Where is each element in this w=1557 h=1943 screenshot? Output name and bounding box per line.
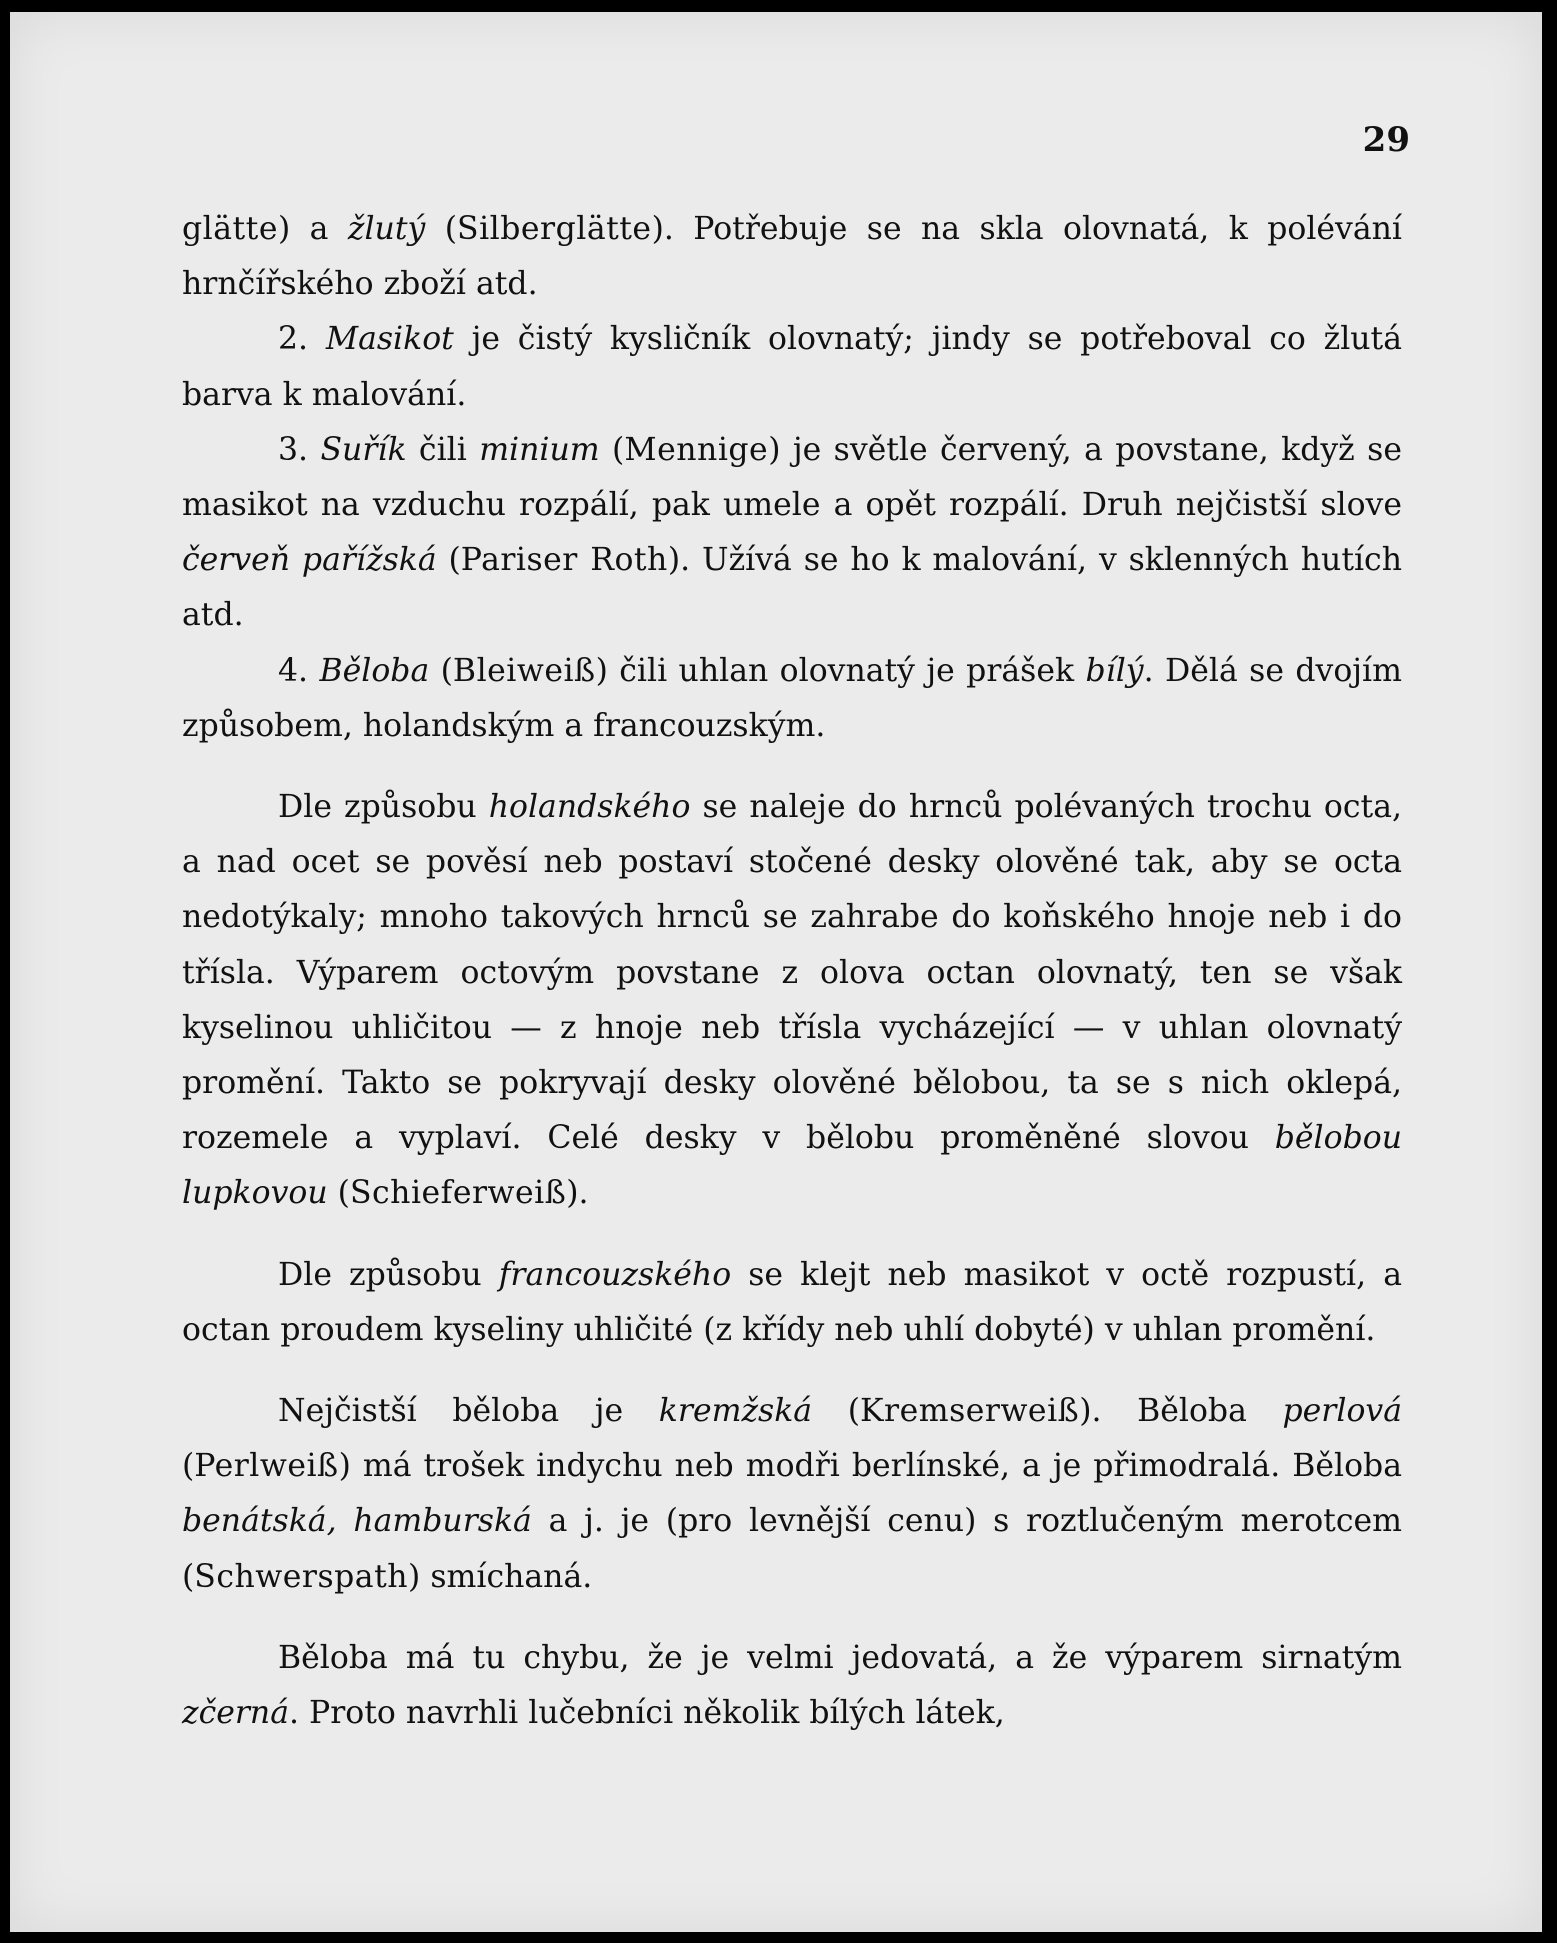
italic-term: bělobou lupkovou	[182, 1120, 1402, 1212]
paragraph	[182, 1248, 1402, 1358]
text-run: se klejt neb masikot v octě rozpustí, a octan proudem kyseliny uhličité (z křídy neb uhlí dobyté) v uhlan promění.	[182, 1256, 1402, 1348]
body-text	[182, 202, 1402, 1741]
text-run: 4.	[278, 652, 320, 689]
german-term: Schieferweiß	[349, 1175, 567, 1212]
text-run: čili	[406, 431, 480, 468]
german-term: Mennige	[624, 431, 769, 468]
text-run: ) smíchaná.	[408, 1558, 593, 1595]
italic-term: zčerná	[182, 1695, 290, 1732]
text-run: je čistý kysličník olovnatý; jindy se potřeboval co žlutá barva k malování.	[182, 321, 1402, 413]
italic-term: kremžská	[658, 1393, 813, 1430]
text-run: (	[182, 1448, 195, 1485]
text-run: (	[425, 211, 457, 247]
text-run: a j. je (pro levnější cenu) s roztlučeným merotcem (	[182, 1503, 1402, 1595]
text-run: ). Běloba	[1079, 1393, 1283, 1430]
german-term: Silberglätte	[457, 211, 652, 247]
text-run: (	[436, 542, 461, 579]
italic-term: minium	[479, 431, 600, 468]
paragraph	[182, 202, 1402, 312]
text-run: se naleje do hrnců polévaných trochu octa, a nad ocet se pověsí neb postaví stočené desky olověné tak, aby se octa nedotýkaly; mnoho takových hrnců se zahrabe do koňského hnoje neb i do třísla. Výparem octovým povstane z olova octan olovnatý, ten se však kyselinou uhličitou — z hnoje neb třísla vycházející — v uhlan olovnatý promění. Takto se pokryvají desky olověné bělobou, ta se s nich oklepá, rozemele a vyplaví. Celé desky v bělobu proměněné slovou	[182, 789, 1402, 1157]
book-page	[10, 12, 1542, 1932]
italic-term: žlutý	[347, 211, 426, 247]
text-run: ).	[566, 1175, 589, 1212]
italic-term: Masikot	[325, 321, 454, 358]
german-term: Schwerspath	[194, 1558, 409, 1595]
text-run: Dle způsobu	[278, 789, 489, 826]
paragraph	[182, 312, 1402, 422]
text-run: (	[327, 1175, 350, 1212]
italic-term: francouzského	[498, 1256, 732, 1293]
paragraph	[182, 423, 1402, 644]
german-term: glätte	[182, 211, 278, 247]
text-run: ) čili uhlan olovnatý je prášek	[595, 652, 1086, 689]
text-run: (	[429, 652, 453, 689]
paragraph	[182, 1384, 1402, 1605]
text-run: 2.	[278, 321, 326, 358]
italic-term: holandského	[488, 789, 691, 826]
text-run: Nejčistší běloba je	[278, 1393, 659, 1430]
german-term: Bleiweiß	[452, 652, 596, 689]
german-term: Pariser Roth	[460, 542, 668, 579]
text-run: (	[599, 431, 625, 468]
german-term: Kremserweiß	[860, 1393, 1080, 1430]
text-run: 3.	[278, 431, 321, 468]
italic-term: červeň pařížská	[182, 542, 437, 579]
paragraph	[182, 780, 1402, 1222]
text-run: ) a	[277, 211, 348, 247]
text-run: Běloba má tu chybu, že je velmi jedovatá, a že výparem sirnatým	[278, 1639, 1402, 1676]
page-number: 29	[1362, 120, 1410, 160]
italic-term: Běloba	[319, 652, 430, 689]
paragraph	[182, 644, 1402, 754]
text-run: . Dělá se dvojím způsobem, holandským a francouzským.	[182, 652, 1402, 744]
text-run: ) je světle červený, a povstane, když se masikot na vzduchu rozpálí, pak umele a opět rozpálí. Druh nejčistší slove	[182, 431, 1402, 524]
italic-term: benátská, hamburská	[182, 1503, 532, 1540]
german-term: Perlweiß	[194, 1448, 339, 1485]
text-run: ). Potřebuje se na skla olovnatá, k polévání hrnčířského zboží atd.	[182, 211, 1402, 303]
italic-term: bílý	[1085, 652, 1144, 689]
text-run: Dle způsobu	[278, 1256, 499, 1293]
text-run: ). Užívá se ho k malování, v sklenných hutích atd.	[182, 542, 1402, 634]
paragraph	[182, 1631, 1402, 1741]
italic-term: perlová	[1282, 1393, 1402, 1430]
text-run: ) má trošek indychu neb modři berlínské, a je přimodralá. Běloba	[338, 1448, 1402, 1485]
text-run: (	[812, 1393, 860, 1430]
text-run: . Proto navrhli lučebníci několik bílých látek,	[289, 1695, 1005, 1732]
italic-term: Suřík	[320, 431, 407, 468]
